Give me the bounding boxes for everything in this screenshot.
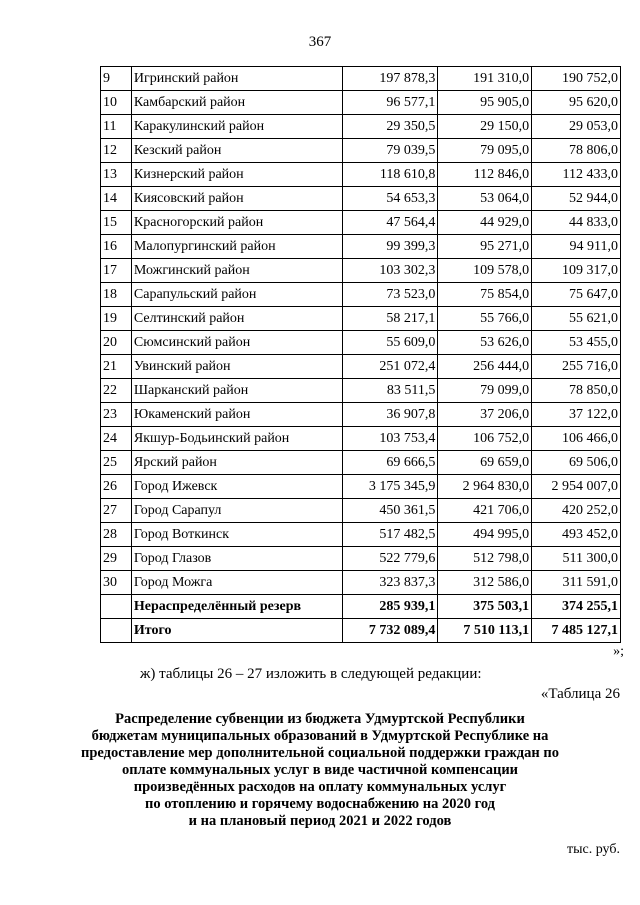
value-2021-cell: 494 995,0 <box>438 523 532 547</box>
table-body <box>101 67 621 643</box>
value-2022-cell: 109 317,0 <box>532 259 621 283</box>
municipality-cell: Город Можга <box>131 571 342 595</box>
table-row <box>101 211 621 235</box>
value-2022-cell: 95 620,0 <box>532 91 621 115</box>
value-2022-cell: 69 506,0 <box>532 451 621 475</box>
value-2021-cell: 95 271,0 <box>438 235 532 259</box>
value-2020-cell: 47 564,4 <box>342 211 438 235</box>
table-row <box>101 403 621 427</box>
value-2022-cell: 255 716,0 <box>532 355 621 379</box>
value-2022-cell: 106 466,0 <box>532 427 621 451</box>
value-2020-cell: 79 039,5 <box>342 139 438 163</box>
row-number-cell: 27 <box>101 499 132 523</box>
value-2020-cell: 450 361,5 <box>342 499 438 523</box>
value-2022-cell: 55 621,0 <box>532 307 621 331</box>
value-2021-cell: 7 510 113,1 <box>438 619 532 643</box>
amendment-instruction: ж) таблицы 26 – 27 изложить в следующей редакции: <box>140 666 482 682</box>
value-2020-cell: 118 610,8 <box>342 163 438 187</box>
value-2021-cell: 69 659,0 <box>438 451 532 475</box>
value-2022-cell: 2 954 007,0 <box>532 475 621 499</box>
row-number-cell: 30 <box>101 571 132 595</box>
municipality-cell: Город Ижевск <box>131 475 342 499</box>
value-2020-cell: 522 779,6 <box>342 547 438 571</box>
value-2021-cell: 109 578,0 <box>438 259 532 283</box>
value-2020-cell: 251 072,4 <box>342 355 438 379</box>
value-2022-cell: 493 452,0 <box>532 523 621 547</box>
value-2020-cell: 58 217,1 <box>342 307 438 331</box>
table-row <box>101 115 621 139</box>
row-number-cell: 9 <box>101 67 132 91</box>
value-2020-cell: 55 609,0 <box>342 331 438 355</box>
value-2020-cell: 73 523,0 <box>342 283 438 307</box>
value-2022-cell: 44 833,0 <box>532 211 621 235</box>
table-row <box>101 427 621 451</box>
heading-line: предоставление мер дополнительной социальной поддержки граждан по <box>81 745 559 761</box>
table-row <box>101 475 621 499</box>
table-row <box>101 139 621 163</box>
value-2020-cell: 96 577,1 <box>342 91 438 115</box>
value-2022-cell: 511 300,0 <box>532 547 621 571</box>
municipality-cell: Город Воткинск <box>131 523 342 547</box>
value-2022-cell: 78 806,0 <box>532 139 621 163</box>
row-number-cell <box>101 619 132 643</box>
table-row <box>101 307 621 331</box>
value-2020-cell: 54 653,3 <box>342 187 438 211</box>
table-row <box>101 571 621 595</box>
table-row <box>101 259 621 283</box>
value-2021-cell: 53 626,0 <box>438 331 532 355</box>
row-number-cell: 21 <box>101 355 132 379</box>
row-number-cell: 26 <box>101 475 132 499</box>
value-2021-cell: 53 064,0 <box>438 187 532 211</box>
value-2021-cell: 421 706,0 <box>438 499 532 523</box>
table-row <box>101 283 621 307</box>
value-2021-cell: 375 503,1 <box>438 595 532 619</box>
table-row <box>101 379 621 403</box>
value-2022-cell: 53 455,0 <box>532 331 621 355</box>
value-2020-cell: 99 399,3 <box>342 235 438 259</box>
subsidy-table <box>100 66 621 643</box>
value-2021-cell: 112 846,0 <box>438 163 532 187</box>
value-2022-cell: 78 850,0 <box>532 379 621 403</box>
row-number-cell <box>101 595 132 619</box>
value-2021-cell: 79 099,0 <box>438 379 532 403</box>
value-2022-cell: 7 485 127,1 <box>532 619 621 643</box>
table-row <box>101 163 621 187</box>
table-row <box>101 91 621 115</box>
page-number: 367 <box>308 34 332 50</box>
value-2022-cell: 37 122,0 <box>532 403 621 427</box>
value-2021-cell: 256 444,0 <box>438 355 532 379</box>
value-2021-cell: 312 586,0 <box>438 571 532 595</box>
municipality-cell: Киясовский район <box>131 187 342 211</box>
value-2021-cell: 75 854,0 <box>438 283 532 307</box>
table-row <box>101 235 621 259</box>
value-2021-cell: 29 150,0 <box>438 115 532 139</box>
value-2020-cell: 83 511,5 <box>342 379 438 403</box>
municipality-cell: Якшур-Бодьинский район <box>131 427 342 451</box>
value-2020-cell: 29 350,5 <box>342 115 438 139</box>
municipality-cell: Увинский район <box>131 355 342 379</box>
value-2020-cell: 69 666,5 <box>342 451 438 475</box>
table-heading <box>60 711 580 830</box>
value-2022-cell: 112 433,0 <box>532 163 621 187</box>
municipality-cell: Город Глазов <box>131 547 342 571</box>
value-2021-cell: 55 766,0 <box>438 307 532 331</box>
row-number-cell: 25 <box>101 451 132 475</box>
value-2022-cell: 374 255,1 <box>532 595 621 619</box>
municipality-cell: Нераспределённый резерв <box>131 595 342 619</box>
table-row <box>101 499 621 523</box>
row-number-cell: 29 <box>101 547 132 571</box>
row-number-cell: 15 <box>101 211 132 235</box>
municipality-cell: Кезский район <box>131 139 342 163</box>
value-2021-cell: 37 206,0 <box>438 403 532 427</box>
table-summary-row <box>101 619 621 643</box>
units-label: тыс. руб. <box>567 842 620 857</box>
row-number-cell: 24 <box>101 427 132 451</box>
municipality-cell: Игринский район <box>131 67 342 91</box>
row-number-cell: 16 <box>101 235 132 259</box>
municipality-cell: Можгинский район <box>131 259 342 283</box>
value-2022-cell: 190 752,0 <box>532 67 621 91</box>
heading-line: Распределение субвенции из бюджета Удмуртской Республики <box>115 711 525 727</box>
value-2020-cell: 36 907,8 <box>342 403 438 427</box>
value-2020-cell: 103 753,4 <box>342 427 438 451</box>
value-2022-cell: 29 053,0 <box>532 115 621 139</box>
municipality-cell: Селтинский район <box>131 307 342 331</box>
row-number-cell: 17 <box>101 259 132 283</box>
municipality-cell: Камбарский район <box>131 91 342 115</box>
value-2021-cell: 106 752,0 <box>438 427 532 451</box>
value-2021-cell: 79 095,0 <box>438 139 532 163</box>
value-2022-cell: 311 591,0 <box>532 571 621 595</box>
heading-line: произведённых расходов на оплату коммунальных услуг <box>133 779 507 795</box>
heading-line: бюджетам муниципальных образований в Удмуртской Республике на <box>91 728 549 744</box>
table-row <box>101 355 621 379</box>
value-2021-cell: 95 905,0 <box>438 91 532 115</box>
row-number-cell: 20 <box>101 331 132 355</box>
table-label: «Таблица 26 <box>540 686 620 702</box>
row-number-cell: 12 <box>101 139 132 163</box>
table-row <box>101 547 621 571</box>
row-number-cell: 11 <box>101 115 132 139</box>
row-number-cell: 18 <box>101 283 132 307</box>
value-2020-cell: 323 837,3 <box>342 571 438 595</box>
value-2021-cell: 44 929,0 <box>438 211 532 235</box>
municipality-cell: Итого <box>131 619 342 643</box>
municipality-cell: Сарапульский район <box>131 283 342 307</box>
table-row <box>101 451 621 475</box>
value-2021-cell: 512 798,0 <box>438 547 532 571</box>
table-row <box>101 67 621 91</box>
municipality-cell: Кизнерский район <box>131 163 342 187</box>
municipality-cell: Юкаменский район <box>131 403 342 427</box>
table-row <box>101 331 621 355</box>
value-2020-cell: 517 482,5 <box>342 523 438 547</box>
value-2022-cell: 94 911,0 <box>532 235 621 259</box>
heading-line: оплате коммунальных услуг в виде частичной компенсации <box>121 762 519 778</box>
row-number-cell: 19 <box>101 307 132 331</box>
value-2020-cell: 7 732 089,4 <box>342 619 438 643</box>
table-row <box>101 187 621 211</box>
municipality-cell: Малопургинский район <box>131 235 342 259</box>
municipality-cell: Каракулинский район <box>131 115 342 139</box>
table-summary-row <box>101 595 621 619</box>
value-2022-cell: 75 647,0 <box>532 283 621 307</box>
row-number-cell: 14 <box>101 187 132 211</box>
heading-line: и на плановый период 2021 и 2022 годов <box>188 813 452 829</box>
value-2021-cell: 2 964 830,0 <box>438 475 532 499</box>
value-2020-cell: 285 939,1 <box>342 595 438 619</box>
municipality-cell: Сюмсинский район <box>131 331 342 355</box>
quote-close: »; <box>613 644 624 659</box>
row-number-cell: 23 <box>101 403 132 427</box>
value-2022-cell: 52 944,0 <box>532 187 621 211</box>
heading-line: по отоплению и горячему водоснабжению на 2020 год <box>144 796 496 812</box>
municipality-cell: Красногорский район <box>131 211 342 235</box>
row-number-cell: 28 <box>101 523 132 547</box>
value-2021-cell: 191 310,0 <box>438 67 532 91</box>
value-2020-cell: 103 302,3 <box>342 259 438 283</box>
value-2020-cell: 197 878,3 <box>342 67 438 91</box>
row-number-cell: 10 <box>101 91 132 115</box>
value-2022-cell: 420 252,0 <box>532 499 621 523</box>
municipality-cell: Ярский район <box>131 451 342 475</box>
municipality-cell: Город Сарапул <box>131 499 342 523</box>
municipality-cell: Шарканский район <box>131 379 342 403</box>
value-2020-cell: 3 175 345,9 <box>342 475 438 499</box>
row-number-cell: 13 <box>101 163 132 187</box>
table-row <box>101 523 621 547</box>
row-number-cell: 22 <box>101 379 132 403</box>
